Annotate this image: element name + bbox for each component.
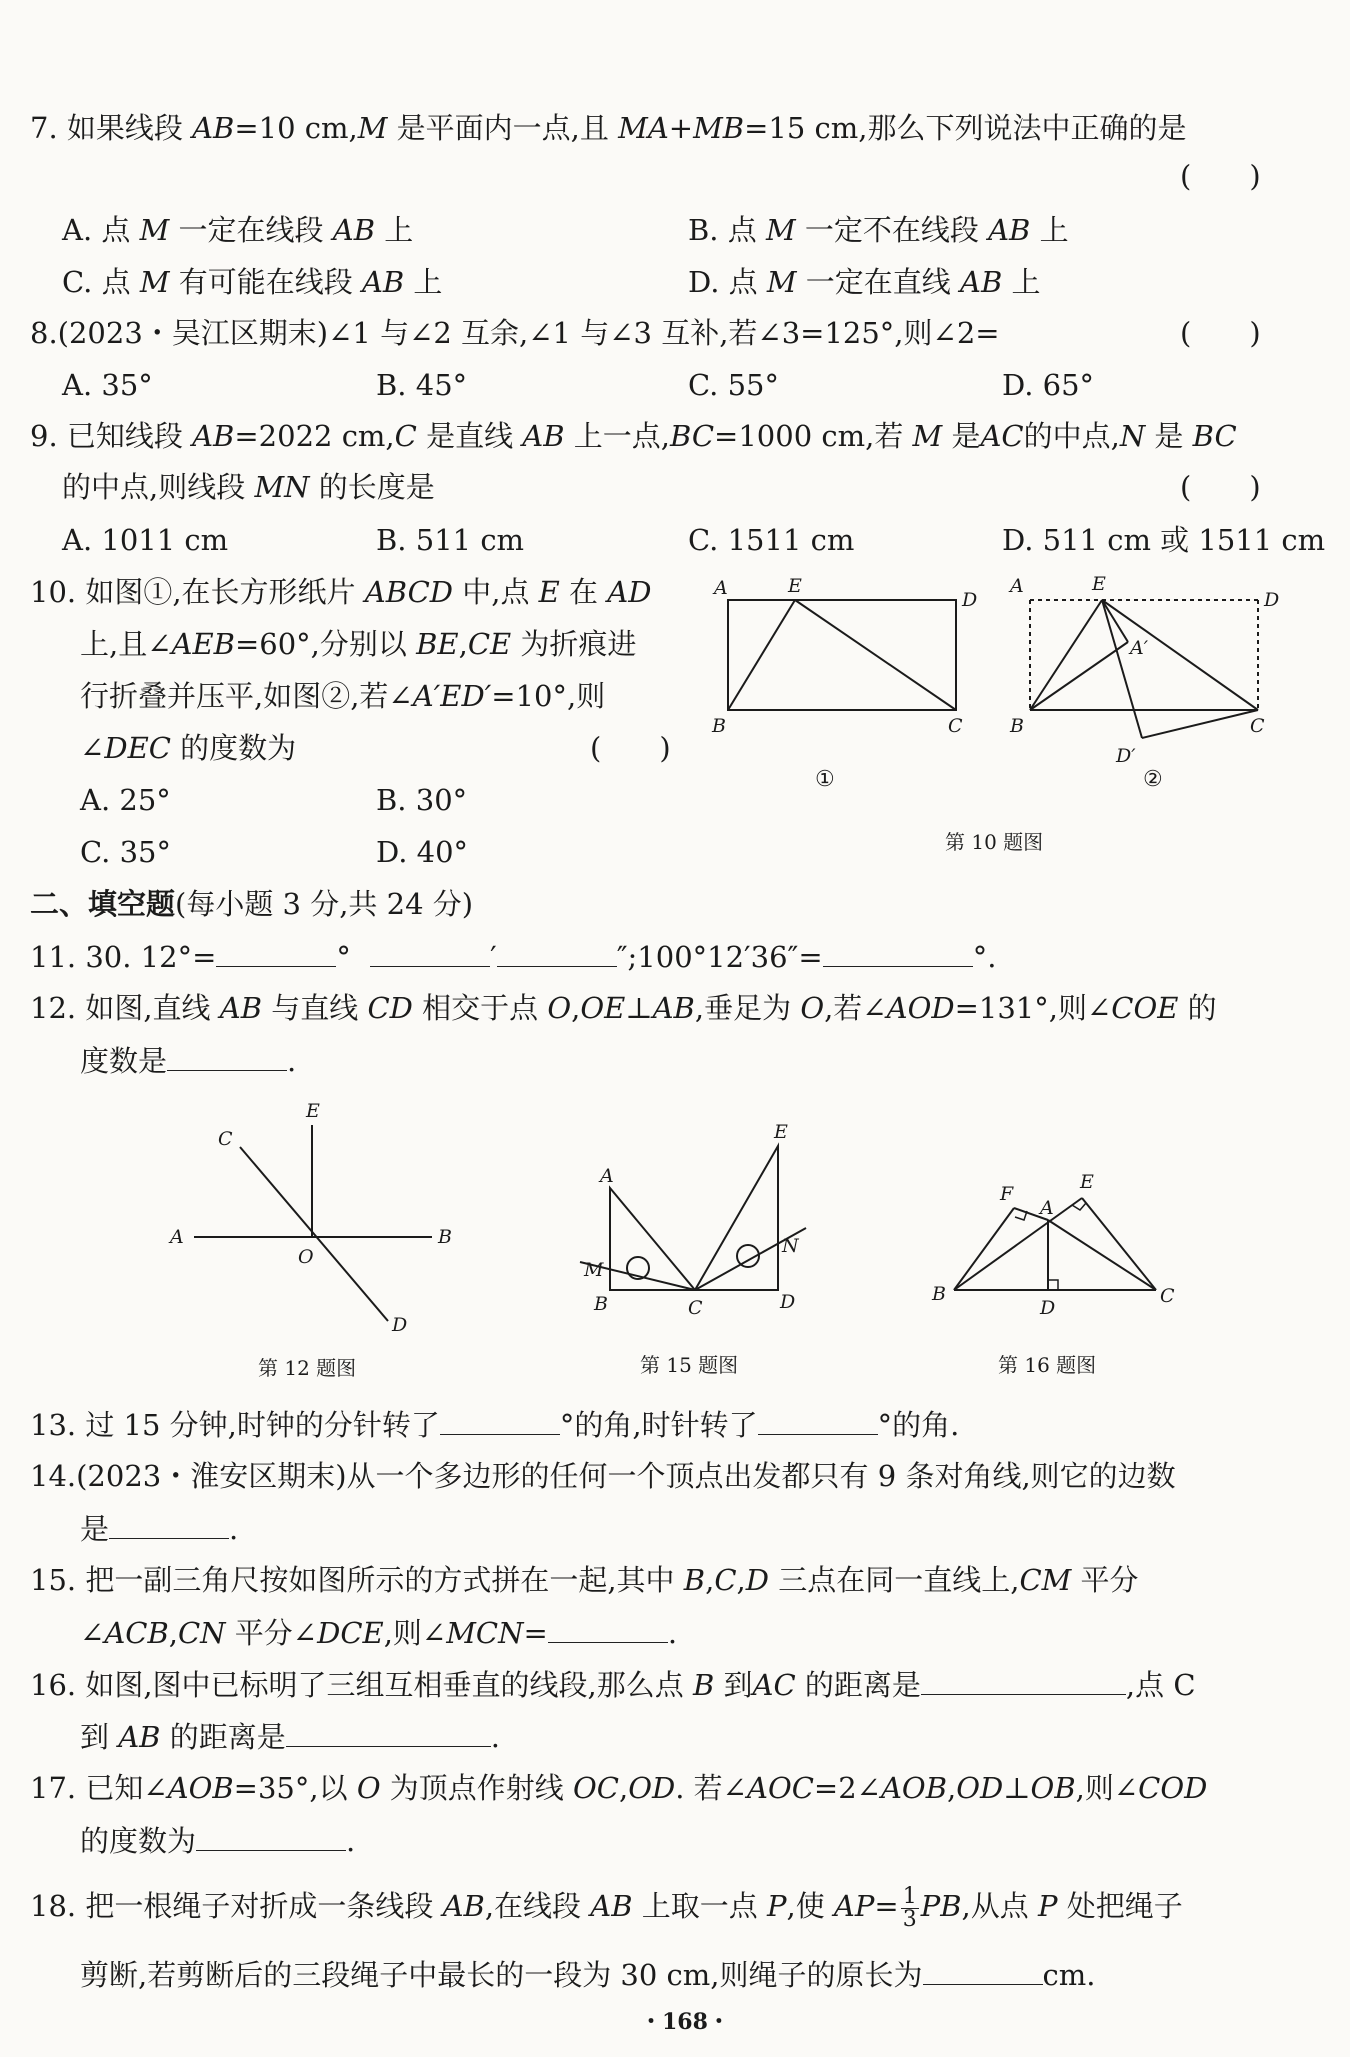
segment-ba1 bbox=[1030, 642, 1128, 710]
label-d: D bbox=[962, 589, 978, 611]
label-e: E bbox=[788, 575, 802, 597]
q18-fraction bbox=[901, 1883, 919, 1932]
label-c: C bbox=[948, 715, 963, 737]
q10-figure-2-label: ② bbox=[1143, 767, 1163, 792]
q9-option-a: A. 1011 cm bbox=[62, 523, 229, 557]
triangle-abc bbox=[610, 1188, 695, 1290]
q10-figure-1 bbox=[700, 570, 990, 737]
q9-stem-line2: 的中点,则线段 MN 的长度是 bbox=[62, 470, 435, 504]
label-e: E bbox=[774, 1121, 788, 1143]
q16-line1: 16. 如图,图中已标明了三组互相垂直的线段,那么点 B 到AC 的距离是 ,点 C bbox=[30, 1664, 1196, 1705]
q7-option-c: C. 点 M 有可能在线段 AB 上 bbox=[62, 265, 443, 299]
label-a: A bbox=[170, 1226, 184, 1248]
q7-stem-text: + bbox=[668, 111, 694, 145]
label-b: B bbox=[1010, 715, 1024, 737]
q15-figure bbox=[570, 1120, 830, 1340]
q12-figure-caption: 第 12 题图 bbox=[258, 1356, 357, 1380]
q13: 13. 过 15 分钟,时钟的分针转了 °的角,时针转了 °的角. bbox=[30, 1404, 959, 1445]
triangle-ecd bbox=[695, 1146, 778, 1290]
segment-bf bbox=[954, 1208, 1014, 1290]
q7-answer-paren: ( ) bbox=[1180, 159, 1261, 193]
q10-figure-caption: 第 10 题图 bbox=[945, 830, 1044, 854]
q16-figure bbox=[930, 1160, 1190, 1340]
q10-figure-1-label: ① bbox=[815, 767, 835, 792]
q9-option-c: C. 1511 cm bbox=[688, 523, 855, 557]
q7-stem-text: =10 cm, bbox=[234, 111, 358, 145]
fraction-denominator: 3 bbox=[902, 1906, 917, 1932]
q10-stem-line2: 上,且∠AEB=60°,分别以 BE,CE 为折痕进 bbox=[80, 627, 637, 661]
q18-line2: 剪断,若剪断后的三段绳子中最长的一段为 30 cm,则绳子的原长为 cm. bbox=[80, 1954, 1096, 1995]
label-a: A bbox=[714, 577, 728, 599]
label-b: B bbox=[932, 1283, 946, 1305]
q9-answer-paren: ( ) bbox=[1180, 470, 1261, 504]
label-d: D bbox=[780, 1291, 796, 1313]
segment-be bbox=[954, 1198, 1082, 1290]
q7-stem-mb: MB bbox=[693, 111, 745, 145]
label-e: E bbox=[1092, 573, 1106, 595]
right-angle-d bbox=[1048, 1280, 1058, 1290]
q10-option-a: A. 25° bbox=[80, 783, 171, 817]
q13-blank-hour-hand[interactable] bbox=[758, 1404, 878, 1435]
segment-ea1 bbox=[1102, 600, 1128, 642]
q7-stem-ab: AB bbox=[192, 111, 235, 145]
q17-answer-blank[interactable] bbox=[196, 1820, 346, 1851]
q9-option-b: B. 511 cm bbox=[376, 523, 525, 557]
label-a-prime: A′ bbox=[1130, 637, 1149, 659]
line-cd bbox=[240, 1147, 388, 1321]
label-d-prime: D′ bbox=[1116, 745, 1136, 767]
q9-stem-line1: 9. 已知线段 AB=2022 cm,C 是直线 AB 上一点,BC=1000 cm,若 M 是AC的中点,N 是 BC bbox=[30, 419, 1237, 453]
q7-stem-m: M bbox=[357, 111, 388, 145]
q7-stem bbox=[30, 108, 1186, 148]
q10-option-c: C. 35° bbox=[80, 835, 171, 869]
section2-note: (每小题 3 分,共 24 分) bbox=[175, 887, 474, 921]
q10-answer-paren: ( ) bbox=[590, 731, 671, 765]
label-d: D bbox=[392, 1314, 408, 1336]
label-m: M bbox=[584, 1259, 604, 1281]
q7-stem-text: =15 cm,那么下列说法中正确的是 bbox=[744, 111, 1187, 145]
q7-stem-text: 是平面内一点,且 bbox=[387, 111, 619, 145]
q14-line1: 14.(2023・淮安区期末)从一个多边形的任何一个顶点出发都只有 9 条对角线,则它的边数 bbox=[30, 1459, 1176, 1493]
q12-stem-line2: 度数是 . bbox=[80, 1040, 296, 1081]
q7-option-b: B. 点 M 一定不在线段 AB 上 bbox=[688, 213, 1069, 247]
q12-answer-blank[interactable] bbox=[167, 1040, 287, 1071]
label-o: O bbox=[298, 1246, 314, 1268]
segment-be bbox=[1030, 600, 1102, 710]
q17-line2: 的度数为 . bbox=[80, 1820, 355, 1861]
q8-answer-paren: ( ) bbox=[1180, 316, 1261, 350]
q16-blank-c-to-ab[interactable] bbox=[286, 1716, 491, 1747]
q8-option-d: D. 65° bbox=[1002, 368, 1095, 402]
segment-ec bbox=[1102, 600, 1258, 710]
q8-stem: 8.(2023・吴江区期末)∠1 与∠2 互余,∠1 与∠3 互补,若∠3=125°,则∠2= bbox=[30, 316, 1000, 350]
q13-blank-minute-hand[interactable] bbox=[440, 1404, 560, 1435]
label-c: C bbox=[1250, 715, 1265, 737]
q7-option-a: A. 点 M 一定在线段 AB 上 bbox=[62, 213, 414, 247]
label-b: B bbox=[438, 1226, 452, 1248]
segment-d1c bbox=[1142, 710, 1258, 738]
q9-option-d: D. 511 cm 或 1511 cm bbox=[1002, 523, 1326, 557]
q8-option-c: C. 55° bbox=[688, 368, 779, 402]
q17-line1: 17. 已知∠AOB=35°,以 O 为顶点作射线 OC,OD. 若∠AOC=2∠AOB,OD⊥OB,则∠COD bbox=[30, 1771, 1208, 1805]
label-c: C bbox=[688, 1297, 703, 1319]
q14-answer-blank[interactable] bbox=[109, 1508, 229, 1539]
q11-blank-degree2[interactable] bbox=[823, 936, 973, 967]
q7-stem-text: 7. 如果线段 bbox=[30, 111, 193, 145]
section2-heading bbox=[30, 884, 473, 924]
q15-line2: ∠ACB,CN 平分∠DCE,则∠MCN= . bbox=[80, 1612, 677, 1653]
label-d: D bbox=[1040, 1297, 1056, 1319]
q10-stem-line1: 10. 如图①,在长方形纸片 ABCD 中,点 E 在 AD bbox=[30, 575, 652, 609]
label-b: B bbox=[594, 1293, 608, 1315]
label-e: E bbox=[1080, 1171, 1094, 1193]
q10-option-d: D. 40° bbox=[376, 835, 469, 869]
fraction-numerator: 1 bbox=[902, 1883, 917, 1909]
section2-title: 二、填空题 bbox=[30, 887, 176, 921]
q7-stem-ma: MA bbox=[618, 111, 669, 145]
q14-line2: 是 . bbox=[80, 1508, 238, 1549]
q10-figure-2 bbox=[1010, 570, 1300, 770]
segment-ac bbox=[1048, 1220, 1156, 1290]
segment-be bbox=[728, 600, 795, 710]
q11-blank-minute[interactable] bbox=[370, 936, 490, 967]
label-n: N bbox=[782, 1235, 799, 1257]
q15-line1: 15. 把一副三角尺按如图所示的方式拼在一起,其中 B,C,D 三点在同一直线上,CM 平分 bbox=[30, 1563, 1139, 1597]
q12-stem-line1: 12. 如图,直线 AB 与直线 CD 相交于点 O,OE⊥AB,垂足为 O,若∠AOD=131°,则∠COE 的 bbox=[30, 991, 1217, 1025]
segment-ec bbox=[795, 600, 956, 710]
segment-ec bbox=[1082, 1198, 1156, 1290]
label-d: D bbox=[1264, 589, 1280, 611]
label-a: A bbox=[1010, 575, 1024, 597]
q12-figure bbox=[170, 1095, 470, 1335]
q10-option-b: B. 30° bbox=[376, 783, 468, 817]
q18-line1: 18. 把一根绳子对折成一条线段 AB,在线段 AB 上取一点 P,使 AP= $\frac{1}{3}$ PB,从点 P 处把绳子 bbox=[30, 1883, 1183, 1932]
q8-option-a: A. 35° bbox=[62, 368, 153, 402]
q15-answer-blank[interactable] bbox=[548, 1612, 668, 1643]
q11-blank-second[interactable] bbox=[497, 936, 617, 967]
q15-figure-caption: 第 15 题图 bbox=[640, 1353, 739, 1377]
q11: 11. 30. 12°= ° ′ ″;100°12′36″= °. bbox=[30, 936, 996, 977]
label-a: A bbox=[1040, 1197, 1054, 1219]
q16-blank-b-to-ac[interactable] bbox=[921, 1664, 1126, 1695]
q10-stem-line3: 行折叠并压平,如图②,若∠A′ED′=10°,则 bbox=[80, 679, 606, 713]
q7-option-d: D. 点 M 一定在直线 AB 上 bbox=[688, 265, 1041, 299]
q16-figure-caption: 第 16 题图 bbox=[998, 1353, 1097, 1377]
label-a: A bbox=[600, 1165, 614, 1187]
label-e: E bbox=[306, 1100, 320, 1122]
label-c: C bbox=[218, 1128, 233, 1150]
segment-ed1 bbox=[1102, 600, 1142, 738]
label-c: C bbox=[1160, 1285, 1175, 1307]
q18-answer-blank[interactable] bbox=[923, 1954, 1043, 1985]
page-number: ・168・ bbox=[640, 2009, 730, 2035]
label-b: B bbox=[712, 715, 726, 737]
q10-stem-line4: ∠DEC 的度数为 bbox=[80, 731, 297, 765]
label-f: F bbox=[1000, 1183, 1014, 1205]
q8-option-b: B. 45° bbox=[376, 368, 468, 402]
q16-line2: 到 AB 的距离是 . bbox=[80, 1716, 500, 1757]
q11-blank-degree[interactable] bbox=[216, 936, 336, 967]
